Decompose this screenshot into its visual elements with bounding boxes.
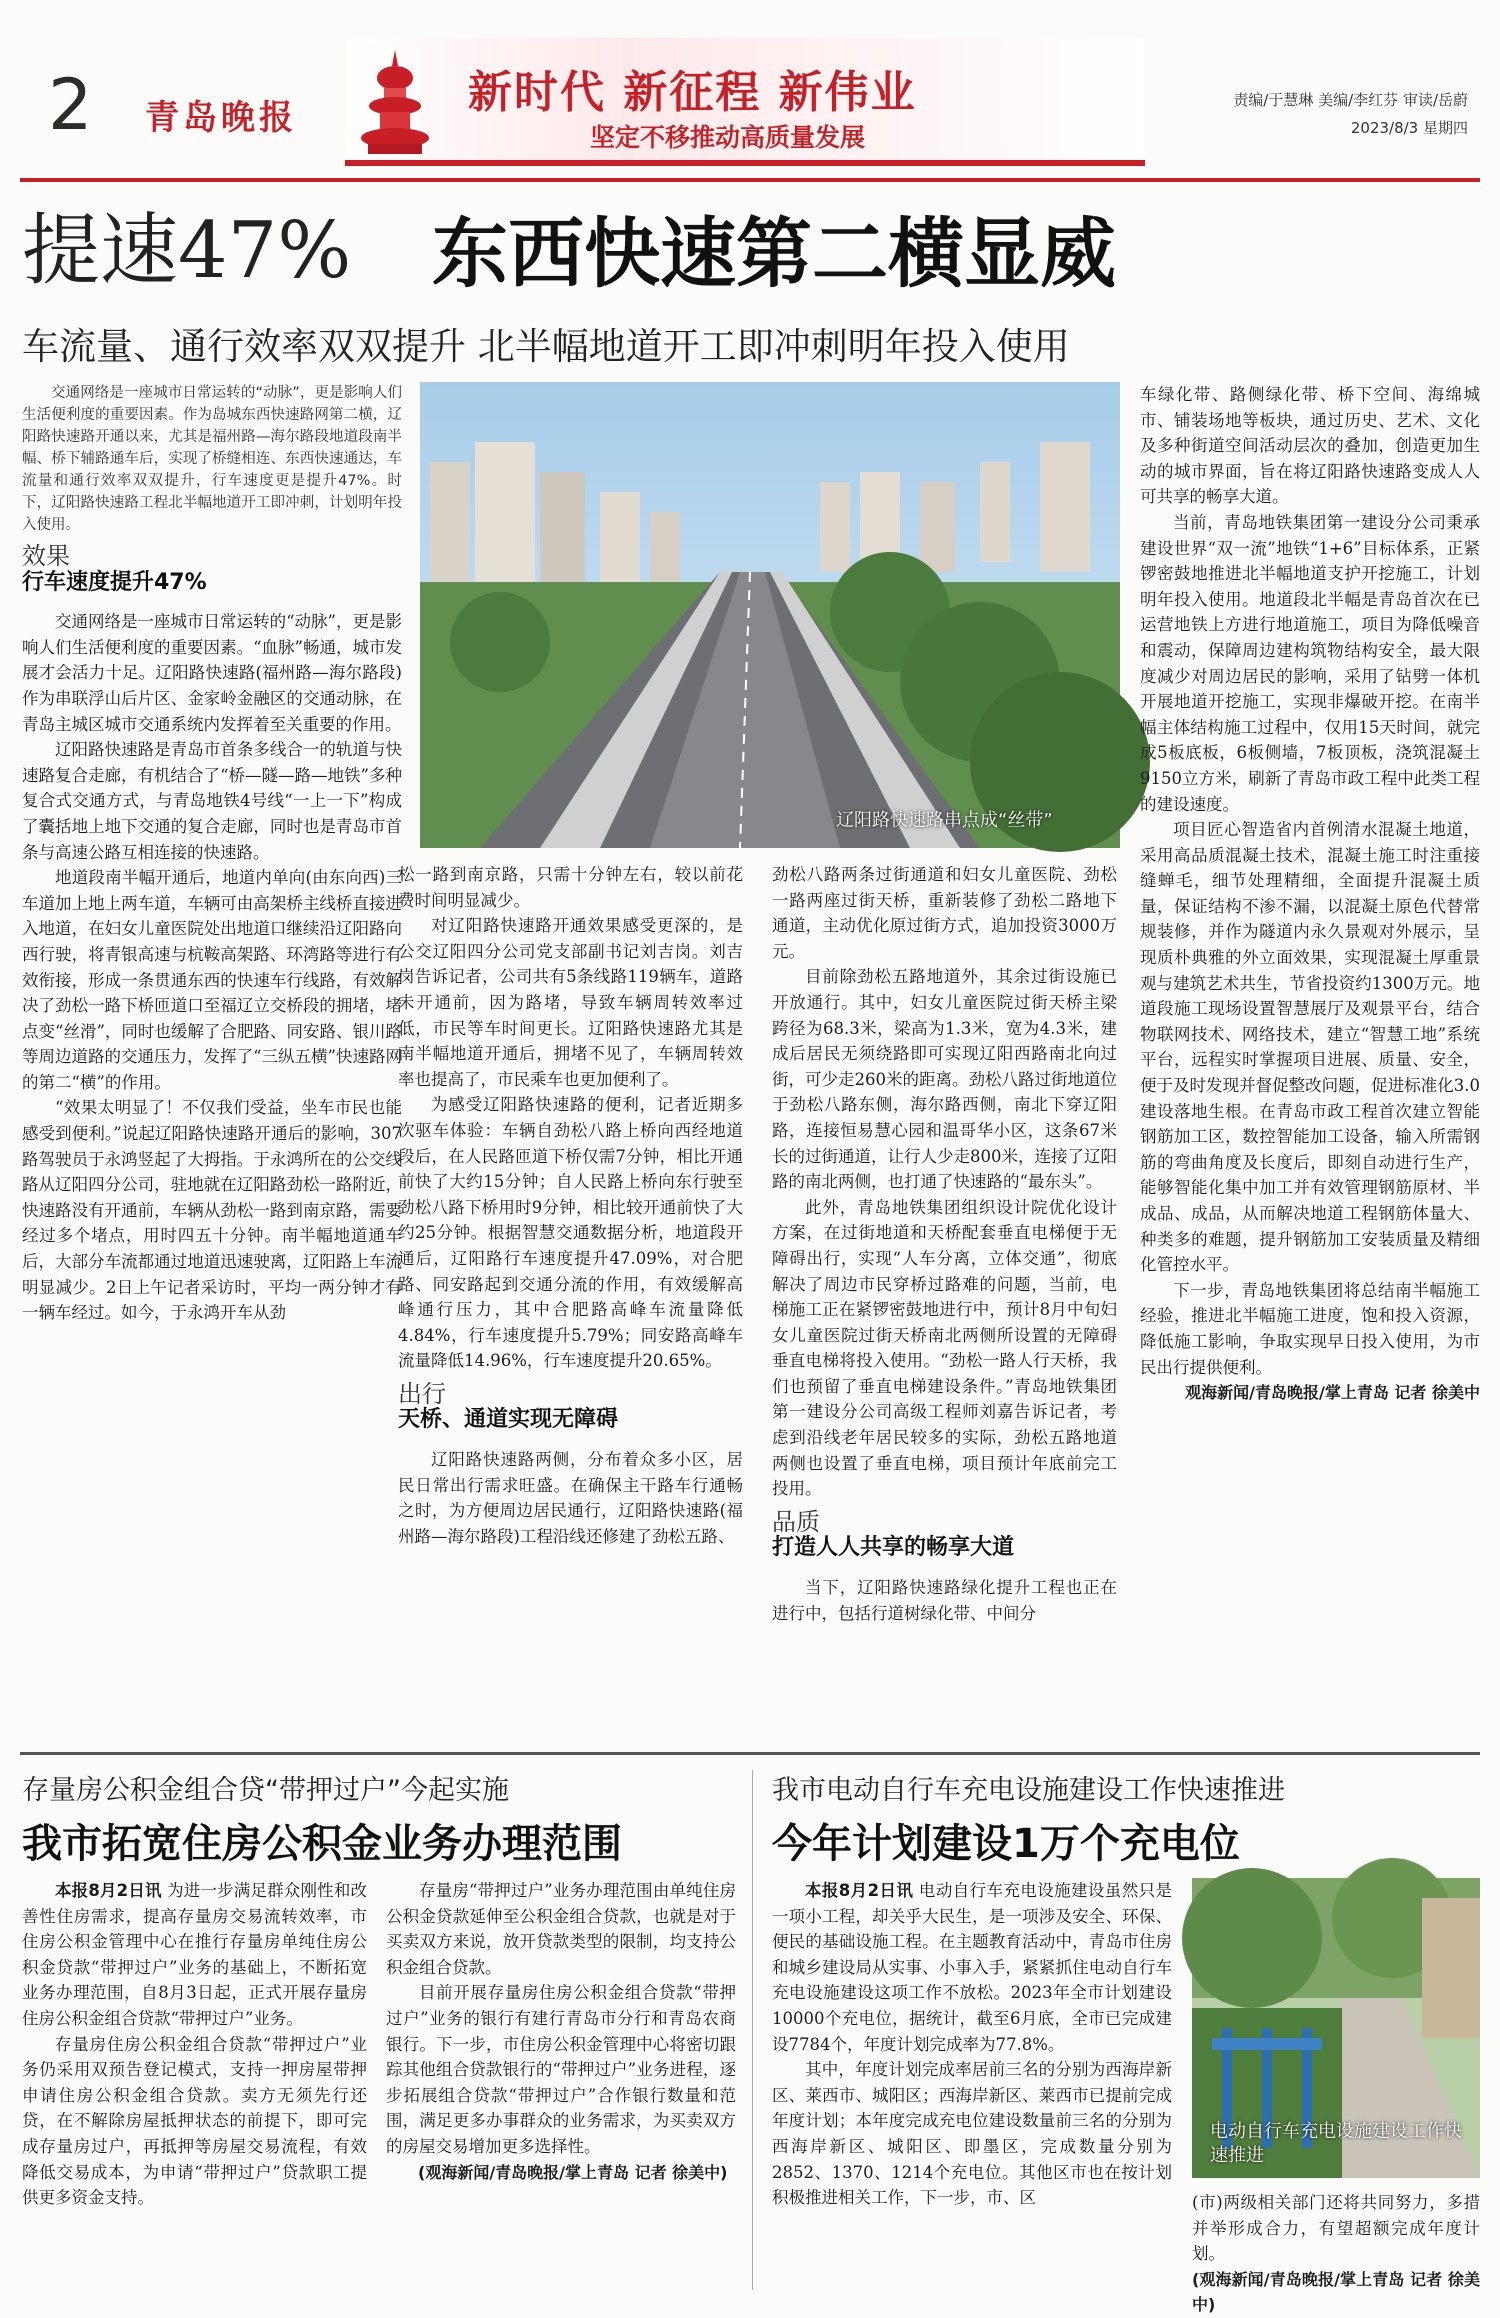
page-meta (1168, 86, 1468, 142)
paragraph: 辽阳路快速路是青岛市首条多线合一的轨道与快速路复合走廊，有机结合了“桥—隧—路—地铁”多种复合式交通方式，与青岛地铁4号线“一上一下”构成了囊括地上地下交通的复合走廊，同时也是青岛市首条与高速公路互相连接的快速路。 (22, 740, 402, 862)
paragraph: 下一步，青岛地铁集团将总结南半幅施工经验，推进北半幅施工进度，饱和投入资源，降低施工影响，争取实现早日投入使用，为市民出行提供便利。 (1140, 1280, 1480, 1377)
story2-dateline: 本报8月2日讯 (55, 1881, 162, 1900)
paragraph: 此外，青岛地铁集团组织设计院优化设计方案，在过街地道和天桥配套垂直电梯便于无障碍出行，实现“人车分离，立体交通”，彻底解决了周边市民穿桥过路难的问题，当前，电梯施工正在紧锣密鼓地进行中，预计8月中旬妇女儿童医院过街天桥南北两侧所设置的无障碍垂直电梯将投入使用。“劲松一路人行天桥，我们也预留了垂直电梯建设条件。”青岛地铁集团第一建设分公司高级工程师刘嘉告诉记者，考虑到沿线老年居民较多的实际，劲松五路地道两侧也设置了垂直电梯，项目预计年底前完工投用。 (772, 1197, 1117, 1499)
paragraph: 辽阳路快速路两侧，分布着众多小区，居民日常出行需求旺盛。在确保主干路车行通畅之时，为方便周边居民通行，辽阳路快速路(福州路—海尔路段)工程沿线还修建了劲松五路、 (398, 1450, 743, 1546)
headline-left: 提速47% (22, 206, 352, 296)
section-divider (20, 1752, 1480, 1755)
tower-icon (360, 48, 430, 158)
story3-title: 今年计划建设1万个充电位 (772, 1821, 1240, 1867)
lead-column-1 (22, 382, 402, 1326)
paragraph: 存量房“带押过户”业务办理范围由单纯住房公积金贷款延伸至公积金组合贷款，也就是对于买卖双方来说，放开贷款类型的限制，均支持公积金组合贷款。 (386, 1881, 736, 1977)
page-number: 2 (48, 64, 93, 146)
paragraph: 车绿化带、路侧绿化带、桥下空间、海绵城市、铺装场地等板块，通过历史、艺术、文化及多种街道空间活动层次的叠加，创造更加生动的城市界面，旨在将辽阳路快速路变成人人可共享的畅享大道。 (1140, 385, 1480, 507)
paragraph: 劲松八路两条过街通道和妇女儿童医院、劲松一路两座过街天桥，重新装修了劲松二路地下通道，主动优化原过街方式，追加投资3000万元。 (772, 865, 1117, 961)
column-divider (752, 1770, 753, 2290)
paragraph: 松一路到南京路，只需十分钟左右，较以前花费时间明显减少。 (398, 865, 743, 910)
editors-line: 责编/于慧琳 美编/李红芬 审读/岳蔚 (1233, 91, 1468, 109)
banner-main-text: 新时代 新征程 新伟业 (468, 67, 917, 118)
headline-right: 东西快速第二横显威 (432, 209, 1116, 298)
paragraph: 项目匠心智造省内首例清水混凝土地道，采用高品质混凝土技术，混凝土施工时注重接缝蝉毛，细节处理精细，全面提升混凝土质量，保证结构不渗不漏，以混凝土原色代替常规装修，并作为隧道内永久景观对外展示，呈现质朴典雅的外立面效果，实现混凝土厚重景观与建筑艺术共生，节省投资约1300万元。地道段施工现场设置智慧展厅及观景平台，结合物联网技术、网络技术，建立“智慧工地”系统平台，远程实时掌握项目进展、质量、安全，便于及时发现并督促整改问题，促进标准化3.0建设落地生根。在青岛市政工程首次建立智能钢筋加工区，数控智能加工设备，输入所需钢筋的弯曲角度及长度后，即刻自动进行生产，能够智能化集中加工并有效管理钢筋原材、半成品、成品，从而解决地道工程钢筋体量大、种类多的难题，提升钢筋加工安装质量及精细化管控水平。 (1140, 820, 1480, 1275)
lead-photo-caption: 辽阳路快速路串点成“丝带” (836, 810, 1053, 831)
story3-subtitle: 我市电动自行车充电设施建设工作快速推进 (772, 1775, 1285, 1806)
paragraph: 当下，辽阳路快速路绿化提升工程也正在进行中，包括行道树绿化带、中间分 (772, 1578, 1117, 1623)
section-head-effect: 行车速度提升47% (22, 569, 207, 595)
story3-column-2 (1192, 2190, 1480, 2318)
lead-column-4 (1140, 382, 1480, 1406)
lead-byline: 观海新闻/青岛晚报/掌上青岛 记者 徐美中 (1185, 1383, 1480, 1403)
paragraph: 交通网络是一座城市日常运转的“动脉”，更是影响人们生活便利度的重要因素。“血脉”畅通，城市发展才会活力十足。辽阳路快速路(福州路—海尔路段)作为串联浮山后片区、金家岭金融区的交通动脉，在青岛主城区城市交通系统内发挥着至关重要的作用。 (22, 612, 402, 734)
headline-subtitle: 车流量、通行效率双双提升 北半幅地道开工即冲刺明年投入使用 (22, 325, 1070, 368)
paragraph: 存量房住房公积金组合贷款“带押过户”业务仍采用双预告登记模式，支持一押房屋带押申请住房公积金组合贷款。卖方无须先行还贷，在不解除房屋抵押状态的前提下，即可完成存量房过户，再抵押等房屋交易流程，有效降低交易成本，为申请“带押过户”贷款职工提供更多资金支持。 (22, 2034, 367, 2208)
story2-column-2 (386, 1878, 736, 2185)
newspaper-logo: 青岛晚报 (145, 98, 297, 138)
story2-title: 我市拓宽住房公积金业务办理范围 (22, 1821, 622, 1867)
paragraph: 目前除劲松五路地道外，其余过街设施已开放通行。其中，妇女儿童医院过街天桥主梁跨径为68.3米，梁高为1.3米，宽为4.3米，建成后居民无须绕路即可实现辽阳西路南北向过街，可少走260米的距离。劲松八路过街地道位于劲松八路东侧，海尔路西侧，南北下穿辽阳路，连接恒易慧心园和温哥华小区，这条67米长的过街通道，让行人少走800米，连接了辽阳路的南北两侧，也打通了快速路的“最东头”。 (772, 967, 1117, 1192)
charging-photo-caption: 电动自行车充电设施建设工作快速推进 (1210, 2121, 1462, 2166)
paragraph: “效果太明显了！不仅我们受益，坐车市民也能感受到便利。”说起辽阳路快速路开通后的影响，307路驾驶员于永鸿竖起了大拇指。于永鸿所在的公交线路从辽阳四分公司，驻地就在辽阳路劲松一路附近，快速路没有开通前，车辆从劲松一路到南京路，需要经过多个堵点，用时四五十分钟。南半幅地道通车后，大部分车流都通过地道迅速驶离，辽阳路上车流明显减少。2日上午记者采访时，平均一两分钟才有一辆车经过。如今，于永鸿开车从劲 (22, 1098, 402, 1323)
story3-column-1 (772, 1878, 1172, 2211)
section-head-travel: 天桥、通道实现无障碍 (398, 1407, 619, 1433)
issue-date: 2023/8/3 星期四 (1350, 119, 1468, 137)
story2-byline: (观海新闻/青岛晚报/掌上青岛 记者 徐美中) (418, 2162, 728, 2182)
paragraph: 当前，青岛地铁集团第一建设分公司秉承建设世界“双一流”地铁“1+6”目标体系，正紧锣密鼓地推进北半幅地道支护开挖施工，计划明年投入使用。地道段北半幅是青岛首次在已运营地铁上方进行地道施工，项目为降低噪音和震动，保障周边建构筑物结构安全，最大限度减少对周边居民的影响，采用了钻劈一体机开展地道开挖施工，实现非爆破开挖。在南半幅主体结构施工过程中，仅用15天时间，就完成5板底板，6板侧墙，7板顶板，浇筑混凝土9150立方米，刷新了青岛市政工程中此类工程的建设速度。 (1140, 512, 1480, 814)
expressway-aerial-image (420, 382, 1120, 848)
lead-column-3 (772, 862, 1117, 1626)
story2-column-1 (22, 1878, 367, 2211)
paragraph: (市)两级相关部门还将共同努力，多措并举形成合力，有望超额完成年度计划。 (1192, 2193, 1480, 2264)
lead-photo (420, 382, 1120, 848)
paragraph: 对辽阳路快速路开通效果感受更深的，是公交辽阳四分公司党支部副书记刘吉岗。刘吉岗告诉记者，公司共有5条线路119辆车，道路未开通前，因为路堵，导致车辆周转效率过低，市民等车时间更长。辽阳路快速路尤其是南半幅地道开通后，拥堵不见了，车辆周转效率也提高了，市民乘车也更加便利了。 (398, 916, 743, 1089)
story3-dateline: 本报8月2日讯 (805, 1881, 914, 1900)
section-head-quality: 打造人人共享的畅享大道 (772, 1535, 1015, 1561)
story3-byline: (观海新闻/青岛晚报/掌上青岛 记者 徐美中) (1192, 2269, 1480, 2315)
header-rule (20, 178, 1480, 182)
section-label-quality: 品质 (772, 1507, 820, 1536)
paragraph: 目前开展存量房住房公积金组合贷款“带押过户”业务的银行有建行青岛市分行和青岛农商银行。下一步，市住房公积金管理中心将密切跟踪其他组合贷款银行的“带押过户”业务进程，逐步拓展组合贷款“带押过户”合作银行数量和范围，满足更多办事群众的业务需求，为买卖双方的房屋交易增加更多选择性。 (386, 1983, 736, 2156)
paragraph: 为感受辽阳路快速路的便利，记者近期多次驱车体验：车辆自劲松八路上桥向西经地道段后，在人民路匝道下桥仅需7分钟，相比开通前快了大约15分钟；自人民路上桥向东行驶至劲松八路下桥用时9分钟，相比较开通前快了大约25分钟。根据智慧交通数据分析，地道段开通后，辽阳路行车速度提升47.09%，对合肥路、同安路起到交通分流的作用，有效缓解高峰通行压力，其中合肥路高峰车流量降低4.84%，行车速度提升5.79%；同安路高峰车流量降低14.96%，行车速度提升20.65%。 (398, 1095, 743, 1371)
paragraph: 地道段南半幅开通后，地道内单向(由东向西)三车道加上地上两车道，车辆可由高架桥主线桥直接进入地道，在妇女儿童医院处出地道口继续沿辽阳路向西行驶，将青银高速与杭鞍高架路、环湾路等进行有效衔接，形成一条贯通东西的快速车行线路，有效解决了劲松一路下桥匝道口至福辽立交桥段的拥堵，堵点变“丝滑”，同时也缓解了合肥路、同安路、银川路等周边道路的交通压力，发挥了“三纵五横”快速路网的第二“横”的作用。 (22, 868, 402, 1092)
paragraph: 为进一步满足群众刚性和改善性住房需求，提高存量房交易流转效率，市住房公积金管理中心在推行存量房单纯住房公积金贷款“带押过户”业务的基础上，不断拓宽业务办理范围，自8月3日起，正式开展存量房住房公积金组合贷款“带押过户”业务。 (22, 1881, 367, 2028)
section-label-effect: 效果 (22, 542, 70, 570)
lead-summary: 交通网络是一座城市日常运转的“动脉”，更是影响人们生活便利度的重要因素。作为岛城东西快速路网第二横，辽阳路快速路开通以来，尤其是福州路—海尔路段地道段南半幅、桥下辅路通车后，实现了桥缝相连、东西快速通达，车流量和通行效率双双提升，行车速度更是提升47%。时下，辽阳路快速路工程北半幅地道开工即冲刺，计划明年投入使用。 (22, 385, 402, 533)
banner-sub-text: 坚定不移推动高质量发展 (590, 123, 866, 152)
section-label-travel: 出行 (398, 1379, 446, 1408)
lead-column-2 (398, 862, 743, 1549)
paragraph: 其中，年度计划完成率居前三名的分别为西海岸新区、莱西市、城阳区；西海岸新区、莱西市已提前完成年度计划；本年度完成充电位建设数量前三名的分别为西海岸新区、城阳区、即墨区，完成数量分别为2852、1370、1214个充电位。其他区市也在按计划积极推进相关工作，下一步，市、区 (772, 2060, 1172, 2208)
paragraph: 电动自行车充电设施建设虽然只是一项小工程，却关乎大民生，是一项涉及安全、环保、便民的基础设施工程。在主题教育活动中，青岛市住房和城乡建设局从实事、小事入手，紧紧抓住电动自行车充电设施建设这项工作不放松。2023年全市计划建设10000个充电位，据统计，截至6月底，全市已完成建设7784个，年度计划完成率为77.8%。 (772, 1881, 1173, 2054)
story2-subtitle: 存量房公积金组合贷“带押过户”今起实施 (22, 1775, 509, 1806)
